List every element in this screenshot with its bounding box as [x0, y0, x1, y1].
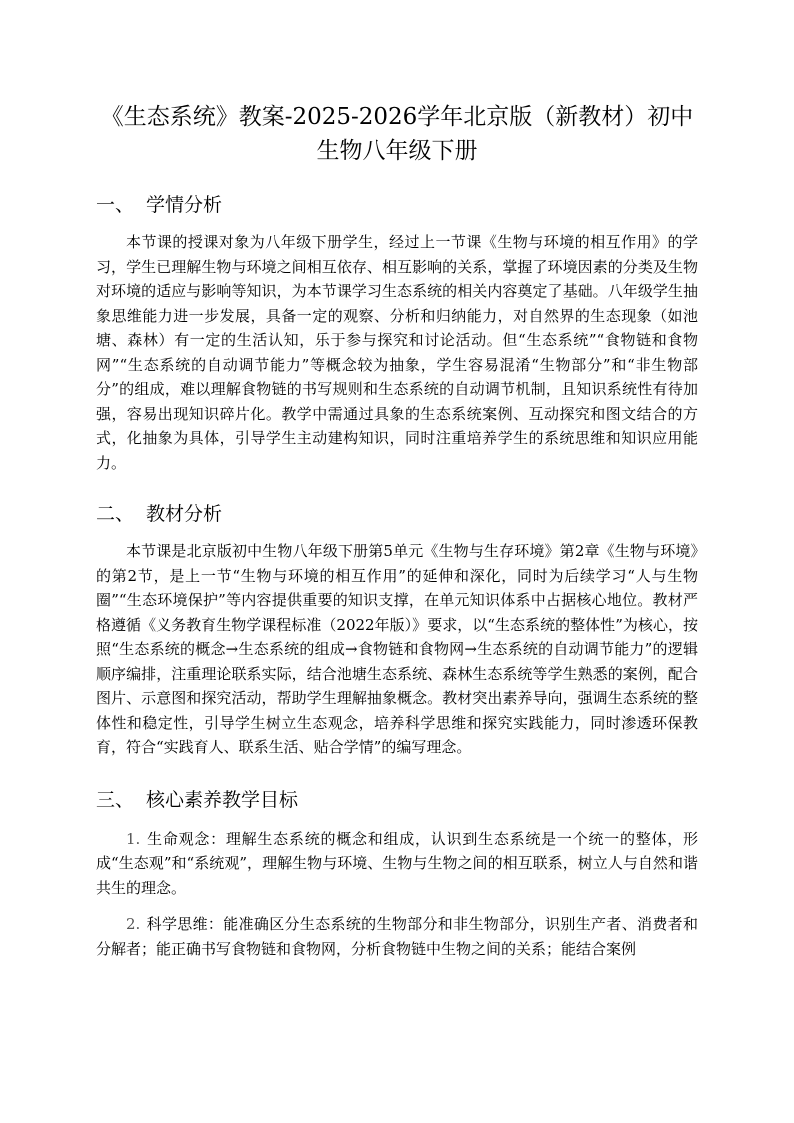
section-title: 核心素养教学目标 [146, 788, 299, 811]
document-title: 《生态系统》教案-2025-2026学年北京版（新教材）初中生物八年级下册 [100, 104, 694, 164]
document-page [96, 0, 698, 961]
section-title: 学情分析 [146, 194, 223, 216]
section-number: 三、 [96, 788, 135, 811]
textbook-analysis-paragraph: 本节课是北京版初中生物八年级下册第5单元《生物与生存环境》第2章《生物与环境》的第2节，是上一节“生物与环境的相互作用”的延伸和深化，同时为后续学习“人与生物圈”“生态环境保护”等内容提供重要的知识支撑，在单元知识体系中占据核心地位。教材严格遵循《义务教育生物学课程标准（2022年版）》要求，以“生态系统的整体性”为核心，按照“生态系统的概念→生态系统的组成→食物链和食物网→生态系统的自动调节能力”的逻辑顺序编排，注重理论联系实际，结合池塘生态系统、森林生态系统等学生熟悉的案例，配合图片、示意图和探究活动，帮助学生理解抽象概念。教材突出素养导向，强调生态系统的整体性和稳定性，引导学生树立生态观念，培养科学思维和探究实践能力，同时渗透环保教育，符合“实践育人、联系生活、贴合学情”的编写理念。 [96, 542, 698, 756]
section-title: 教材分析 [146, 503, 223, 525]
objective-index: 1. [126, 829, 141, 848]
learner-analysis-paragraph: 本节课的授课对象为八年级下册学生，经过上一节课《生物与环境的相互作用》的学习，学生已理解生物与环境之间相互依存、相互影响的关系，掌握了环境因素的分类及生物对环境的适应与影响等知识，为本节课学习生态系统的相关内容奠定了基础。八年级学生抽象思维能力进一步发展，具备一定的观察、分析和归纳能力，对自然界的生态现象（如池塘、森林）有一定的生活认知，乐于参与探究和讨论活动。但“生态系统”“食物链和食物网”“生态系统的自动调节能力”等概念较为抽象，学生容易混淆“生物部分”和“非生物部分”的组成，难以理解食物链的书写规则和生态系统的自动调节机制，且知识系统性有待加强，容易出现知识碎片化。教学中需通过具象的生态系统案例、互动探究和图文结合的方式，化抽象为具体，引导学生主动建构知识，同时注重培养学生的系统思维和知识应用能力。 [96, 233, 698, 472]
section-heading-learner-analysis [96, 192, 698, 218]
objective-index: 2. [126, 915, 141, 933]
objective-item [96, 912, 698, 961]
section-number: 二、 [96, 503, 135, 525]
section-heading-textbook-analysis [96, 501, 698, 527]
objective-text: 生命观念：理解生态系统的概念和组成，认识到生态系统是一个统一的整体，形成“生态观”和“系统观”，理解生物与环境、生物与生物之间的相互联系，树立人与自然和谐共生的理念。 [96, 829, 698, 897]
section-number: 一、 [96, 194, 135, 216]
section-heading-teaching-objectives [96, 787, 698, 813]
objective-item [96, 827, 698, 901]
objective-text: 科学思维：能准确区分生态系统的生物部分和非生物部分，识别生产者、消费者和分解者；能正确书写食物链和食物网，分析食物链中生物之间的关系；能结合案例 [96, 915, 698, 958]
